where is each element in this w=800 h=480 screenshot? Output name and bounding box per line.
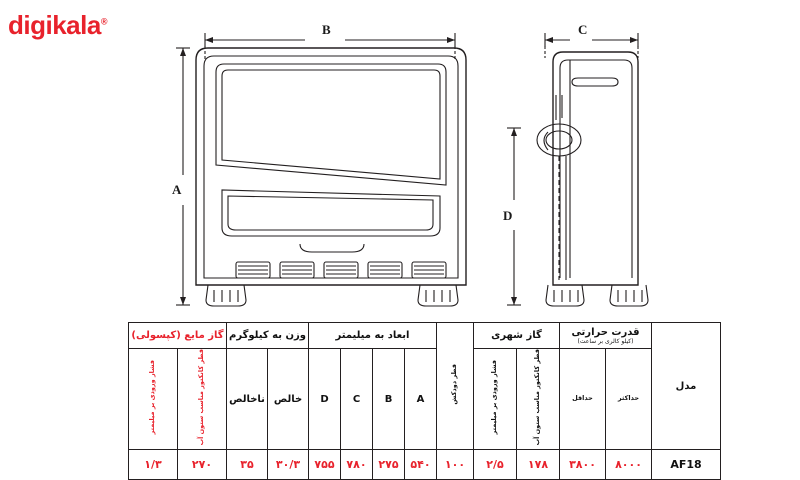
cell-power-min: ۳۸۰۰ bbox=[560, 450, 606, 480]
cell-dim-b: ۲۷۵ bbox=[373, 450, 405, 480]
trademark-symbol: ® bbox=[100, 16, 107, 27]
subheader-citygas-injector: قطر کانکتور مناسب ستون آب bbox=[517, 349, 560, 450]
header-city-gas: گاز شهری bbox=[474, 323, 560, 349]
header-thermal-power-sub: (کیلو کالری بر ساعت) bbox=[577, 337, 634, 345]
subheader-dim-c: C bbox=[341, 349, 373, 450]
cell-model: AF18 bbox=[652, 450, 721, 480]
header-dimensions: ابعاد به میلیمتر bbox=[309, 323, 437, 349]
specification-table bbox=[128, 322, 721, 480]
dimension-label-c: C bbox=[578, 22, 588, 37]
table-group-header-row bbox=[129, 323, 721, 349]
header-weight: وزن به کیلوگرم bbox=[227, 323, 309, 349]
subheader-weight-gross: ناخالص bbox=[227, 349, 268, 450]
header-chimney-label: قطر دودکش bbox=[450, 363, 459, 405]
cell-dim-d: ۷۵۵ bbox=[309, 450, 341, 480]
cell-citygas-pressure: ۲/۵ bbox=[474, 450, 517, 480]
cell-power-max: ۸۰۰۰ bbox=[606, 450, 652, 480]
header-lpg: گاز مایع (کپسولی) bbox=[129, 323, 227, 349]
cell-lpg-pressure: ۱/۳ bbox=[129, 450, 178, 480]
brand-name: digikala bbox=[8, 10, 101, 40]
front-foot-right bbox=[418, 285, 458, 306]
cell-weight-gross: ۳۵ bbox=[227, 450, 268, 480]
vent-grills bbox=[236, 262, 446, 278]
cell-chimney: ۱۰۰ bbox=[437, 450, 474, 480]
cell-dim-a: ۵۴۰ bbox=[405, 450, 437, 480]
subheader-lpg-injector: قطر کانکتور مناسب ستون آب bbox=[178, 349, 227, 450]
subheader-dim-b: B bbox=[373, 349, 405, 450]
control-knob bbox=[300, 244, 364, 252]
front-foot-left bbox=[206, 285, 246, 306]
cell-lpg-injector: ۲۷۰ bbox=[178, 450, 227, 480]
subheader-citygas-pressure: فشار ورودی بر میلیمتر bbox=[474, 349, 517, 450]
table-row bbox=[129, 450, 721, 480]
dimension-label-d: D bbox=[503, 208, 513, 223]
subheader-power-max: حداکثر bbox=[606, 349, 652, 450]
header-thermal-power bbox=[560, 323, 652, 349]
dimension-label-b: B bbox=[322, 22, 331, 37]
header-thermal-power-title: قدرت حرارتی bbox=[571, 326, 640, 338]
header-model: مدل bbox=[652, 323, 721, 450]
subheader-lpg-pressure: فشار ورودی بر میلیمتر bbox=[129, 349, 178, 450]
cell-citygas-injector: ۱۷۸ bbox=[517, 450, 560, 480]
header-chimney bbox=[437, 323, 474, 450]
side-handle-slot bbox=[572, 78, 618, 86]
cell-weight-net: ۳۰/۳ bbox=[268, 450, 309, 480]
subheader-dim-d: D bbox=[309, 349, 341, 450]
dimension-label-a: A bbox=[172, 182, 182, 197]
upper-glass-panel bbox=[216, 64, 446, 185]
subheader-power-min: حداقل bbox=[560, 349, 606, 450]
table-sub-header-row bbox=[129, 349, 721, 450]
subheader-dim-a: A bbox=[405, 349, 437, 450]
cell-dim-c: ۷۸۰ bbox=[341, 450, 373, 480]
subheader-weight-net: خالص bbox=[268, 349, 309, 450]
